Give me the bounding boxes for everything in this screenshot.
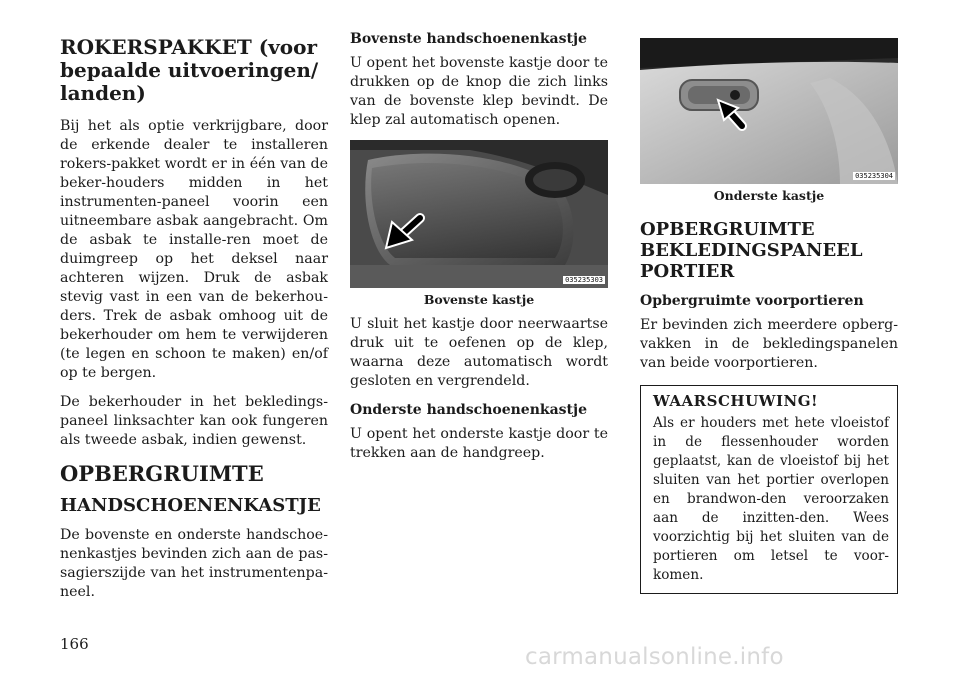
warning-title: WAARSCHUWING!	[653, 392, 819, 410]
storage-heading: OPBERGRUIMTE	[60, 461, 264, 486]
lower-glovebox-caption: Onderste kastje	[713, 188, 825, 203]
smoker-package-heading: ROKERSPAKKET (voor bepaalde uitvoeringen/ landen)	[60, 35, 319, 105]
upper-glovebox-figure	[350, 140, 608, 288]
lower-glovebox-photo	[640, 38, 898, 184]
figure-code: 035235304	[855, 172, 893, 180]
warning-box	[640, 385, 898, 594]
warning-text: Als er houders met hete vloeistof in de flessenhouder worden geplaatst, kan de vloeistof bij het sluiten van het portier overlopen en brandwon-den veroorzaken aan de inzitten-den. Wees voorzichtig bij het sluiten van de portieren om letsel te voor-komen.	[653, 415, 889, 583]
glovebox-paragraph: De bovenste en onderste handschoe-nenkastjes bevinden zich aan de pas-sagierszijde van het instrumentenpa-neel.	[60, 527, 328, 600]
door-storage-heading: OPBERGRUIMTE BEKLEDINGSPANEEL PORTIER	[640, 219, 863, 282]
smoker-package-paragraph-2: De bekerhouder in het bekledings-paneel linksachter kan ook fungeren als tweede asbak, indien gewenst.	[60, 394, 328, 448]
upper-glovebox-heading: Bovenste handschoenenkastje	[350, 31, 587, 47]
figure-code: 035235303	[565, 276, 603, 284]
glovebox-heading: HANDSCHOENENKASTJE	[60, 495, 321, 516]
front-doors-heading: Opbergruimte voorportieren	[640, 293, 864, 309]
lower-glovebox-figure	[640, 38, 898, 184]
upper-glovebox-paragraph: U opent het bovenste kastje door te drukken op de knop die zich links van de bovenste klep bevindt. De klep zal automatisch openen.	[350, 55, 608, 128]
smoker-package-paragraph-1: Bij het als optie verkrijgbare, door de erkende dealer te installeren rokers-pakket wordt er in één van de beker-houders midden in het instrumenten-paneel voorin een uitneembare asbak aangebracht. Om de asbak te installe-ren moet de duimgreep op het deksel naar achteren wijzen. Druk de asbak stevig vast in een van de bekerhou-ders. Trek de asbak omhoog uit de bekerhouder om hem te verwijderen (te legen en schoon te maken) en/of op te bergen.	[60, 118, 328, 381]
upper-glovebox-photo	[350, 140, 608, 288]
left-column	[60, 30, 328, 612]
lower-glovebox-paragraph: U opent het onderste kastje door te trekken aan de handgreep.	[350, 426, 608, 461]
upper-glovebox-caption: Bovenste kastje	[423, 292, 535, 307]
front-doors-paragraph: Er bevinden zich meerdere opberg-vakken in de bekledingspanelen van beide voorportieren.	[640, 317, 898, 371]
right-column	[640, 30, 898, 594]
close-paragraph: U sluit het kastje door neerwaartse druk uit te oefenen op de klep, waarna deze automatisch wordt gesloten en vergrendeld.	[350, 316, 608, 389]
watermark: carmanualsonline.info	[525, 644, 784, 670]
page-number: 166	[60, 635, 89, 653]
lower-glovebox-heading: Onderste handschoenenkastje	[350, 402, 587, 418]
middle-column	[350, 30, 608, 473]
